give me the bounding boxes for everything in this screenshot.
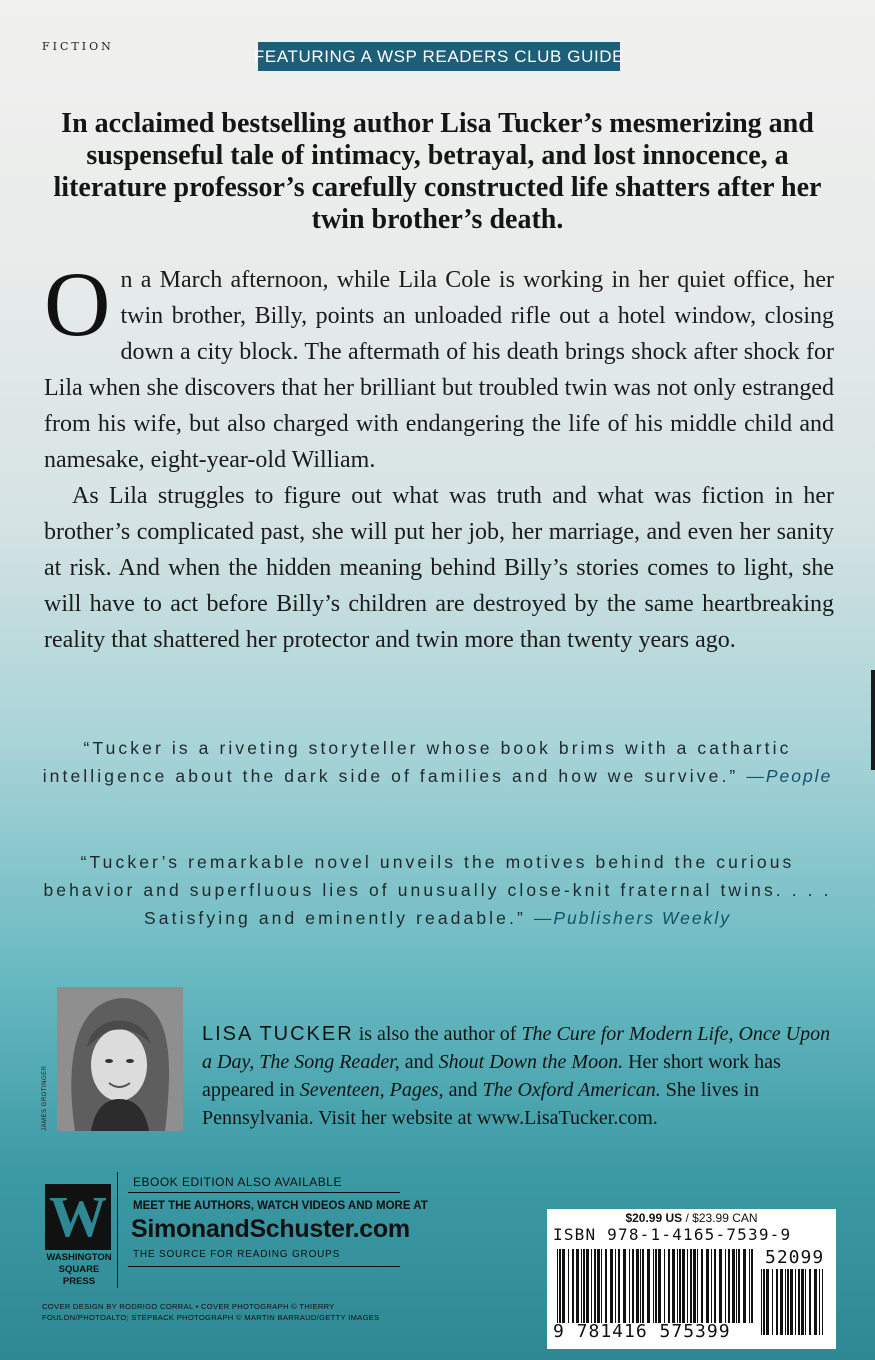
barcode-bar — [761, 1269, 762, 1335]
quote-text: “Tucker is a riveting storyteller whose book brims with a cathartic intelligence about the dark side of families and how we survive.” — [42, 738, 792, 786]
barcode-bar — [557, 1249, 558, 1323]
price-can: / $23.99 CAN — [682, 1211, 758, 1225]
drop-cap: O — [44, 253, 111, 355]
barcode-bar — [682, 1249, 685, 1323]
barcode-bar — [658, 1249, 661, 1323]
barcode-bar — [610, 1249, 613, 1323]
publisher-name: WASHINGTON SQUARE PRESS — [46, 1252, 112, 1287]
divider — [128, 1192, 400, 1193]
book-title: The Oxford American. — [482, 1079, 661, 1101]
author-name: LISA TUCKER — [202, 1023, 354, 1045]
barcode-bar — [677, 1249, 678, 1323]
publisher-logo — [43, 1172, 118, 1288]
ean-number: 9 781416 575399 — [553, 1321, 731, 1342]
barcode-bar — [647, 1249, 650, 1323]
book-title: Once Upon a Day, — [202, 1023, 831, 1073]
barcode-bar — [751, 1249, 753, 1323]
barcode-bar — [714, 1249, 716, 1323]
barcode-bar — [640, 1249, 641, 1323]
w-logo-icon: W — [45, 1184, 111, 1250]
quote-text: “Tucker’s remarkable novel unveils the motives behind the curious behavior and superfluous lies of unusually close-knit fraternal twins. . . . Satisfying and eminently readable.” — [43, 852, 832, 928]
barcode-bar — [728, 1249, 730, 1323]
barcode-bar — [697, 1249, 698, 1323]
barcode-bar — [711, 1249, 712, 1323]
reading-groups-tagline: THE SOURCE FOR READING GROUPS — [133, 1249, 341, 1260]
barcode-bar — [693, 1249, 696, 1323]
barcode-bar — [642, 1249, 644, 1323]
barcode-bar — [581, 1249, 582, 1323]
addon-number: 52099 — [765, 1247, 825, 1268]
barcode-bar — [632, 1249, 634, 1323]
edge-mark — [871, 670, 875, 770]
barcode-bar — [787, 1269, 789, 1335]
barcode-bar — [690, 1249, 692, 1323]
barcode-bar — [763, 1269, 765, 1335]
barcode-bar — [798, 1269, 800, 1335]
genre-label: FICTION — [42, 40, 114, 53]
author-photo — [57, 987, 183, 1131]
divider — [128, 1266, 400, 1267]
book-title: The Cure for Modern Life, — [521, 1023, 734, 1045]
barcode-bar — [618, 1249, 620, 1323]
barcode-bar — [743, 1249, 746, 1323]
barcode-bar — [636, 1249, 639, 1323]
barcode-bar — [814, 1269, 817, 1335]
addon-barcode-icon — [761, 1269, 823, 1335]
synopsis-text-1: n a March afternoon, while Lila Cole is working in her quiet office, her twin brother, Billy, points an unloaded rifle out a hotel window, closing down a city block. The aftermath of his death brings shock after shock for Lila when she discovers that her brilliant but troubled twin was not only estranged from his wife, but also charged with endangering the life of his middle child and namesake, eight-year-old William. — [44, 267, 834, 473]
barcode-bar — [664, 1249, 665, 1323]
ebook-notice: EBOOK EDITION ALSO AVAILABLE — [133, 1175, 342, 1189]
website-link: SimonandSchuster.com — [131, 1215, 410, 1243]
barcode-bar — [597, 1249, 600, 1323]
quote-source: —People — [746, 766, 833, 786]
barcode-bar — [795, 1269, 796, 1335]
barcode-bar — [655, 1249, 657, 1323]
quote-source: —Publishers Weekly — [533, 908, 731, 928]
barcode-bar — [668, 1249, 670, 1323]
barcode-bar — [591, 1249, 592, 1323]
barcode-bar — [719, 1249, 722, 1323]
barcode-bar — [725, 1249, 726, 1323]
barcode-bar — [586, 1249, 589, 1323]
price-label — [547, 1211, 836, 1225]
bio-text: and — [399, 1051, 439, 1073]
meet-authors-text: MEET THE AUTHORS, WATCH VIDEOS AND MORE AT — [133, 1200, 428, 1212]
readers-club-banner: FEATURING A WSP READERS CLUB GUIDE — [258, 42, 620, 71]
barcode-bar — [749, 1249, 750, 1323]
synopsis-paragraph-1 — [44, 253, 834, 478]
barcode-bar — [583, 1249, 585, 1323]
barcode-bar — [805, 1269, 806, 1335]
bio-text: She lives in Pennsylvania. Visit her website at www.LisaTucker.com. — [202, 1079, 760, 1129]
barcode-bar — [559, 1249, 561, 1323]
barcode-bar — [790, 1269, 793, 1335]
book-title: The Song Reader, — [259, 1051, 400, 1073]
isbn-text: ISBN 978-1-4165-7539-9 — [553, 1225, 792, 1244]
price-us: $20.99 US — [625, 1211, 683, 1225]
book-title: Seventeen, Pages, — [299, 1079, 444, 1101]
barcode-bar — [568, 1249, 569, 1323]
author-bio — [202, 1020, 842, 1132]
author-portrait-image — [57, 987, 183, 1131]
lead-blurb: In acclaimed bestselling author Lisa Tucker’s mesmerizing and suspenseful tale of intimacy, betrayal, and lost innocence, a literature professor’s carefully constructed life shatters after her twin brother’s death. — [53, 108, 822, 235]
barcode-bar — [780, 1269, 783, 1335]
barcode-bar — [809, 1269, 811, 1335]
synopsis-paragraph-2: As Lila struggles to figure out what was truth and what was fiction in her brother’s complicated past, she will put her job, her marriage, and even her sanity at risk. And when the hidden meaning behind Billy’s stories comes to light, she will have to act before Billy’s children are destroyed by the same heartbreaking reality that shattered her protector and twin more than twenty years ago. — [44, 483, 834, 653]
barcode-bar — [822, 1269, 823, 1335]
barcode-bar — [601, 1249, 602, 1323]
barcode-bar — [562, 1249, 565, 1323]
barcode-bar — [776, 1269, 778, 1335]
barcode-bar — [738, 1249, 740, 1323]
barcode-bar — [687, 1249, 688, 1323]
barcode-bar — [801, 1269, 804, 1335]
book-title: Shout Down the Moon. — [438, 1051, 624, 1073]
barcode-bar — [623, 1249, 626, 1323]
barcode-bar — [766, 1269, 769, 1335]
barcode-bar — [629, 1249, 630, 1323]
barcode-bar — [736, 1249, 737, 1323]
ean-barcode-icon — [557, 1249, 753, 1323]
barcode-bar — [772, 1269, 773, 1335]
photo-credit: JAMES GROTINGER — [42, 1065, 48, 1131]
barcode-bar — [819, 1269, 820, 1335]
review-quote-people — [40, 734, 835, 790]
barcode-bar — [605, 1249, 607, 1323]
barcode-bar — [576, 1249, 579, 1323]
bio-text: is also the author of — [353, 1023, 522, 1045]
barcode-bar — [706, 1249, 709, 1323]
barcode-bar — [672, 1249, 675, 1323]
barcode-bar — [653, 1249, 654, 1323]
barcode-bar — [732, 1249, 735, 1323]
cover-credit: COVER DESIGN BY RODRIGO CORRAL • COVER PHOTOGRAPH © THIERRY FOULON/PHOTOALTO; STEPBACK PHOTOGRAPH © MARTIN BARRAUD/GETTY IMAGES — [42, 1302, 380, 1322]
bio-text: Her short work has appeared in — [202, 1051, 781, 1101]
barcode-bar — [701, 1249, 703, 1323]
synopsis — [44, 253, 834, 658]
barcode-bar — [615, 1249, 616, 1323]
barcode-panel — [547, 1209, 836, 1349]
review-quote-publishers-weekly — [40, 848, 835, 932]
bio-text: and — [443, 1079, 483, 1101]
barcode-bar — [572, 1249, 574, 1323]
barcode-bar — [594, 1249, 596, 1323]
barcode-bar — [785, 1269, 786, 1335]
barcode-bar — [679, 1249, 681, 1323]
